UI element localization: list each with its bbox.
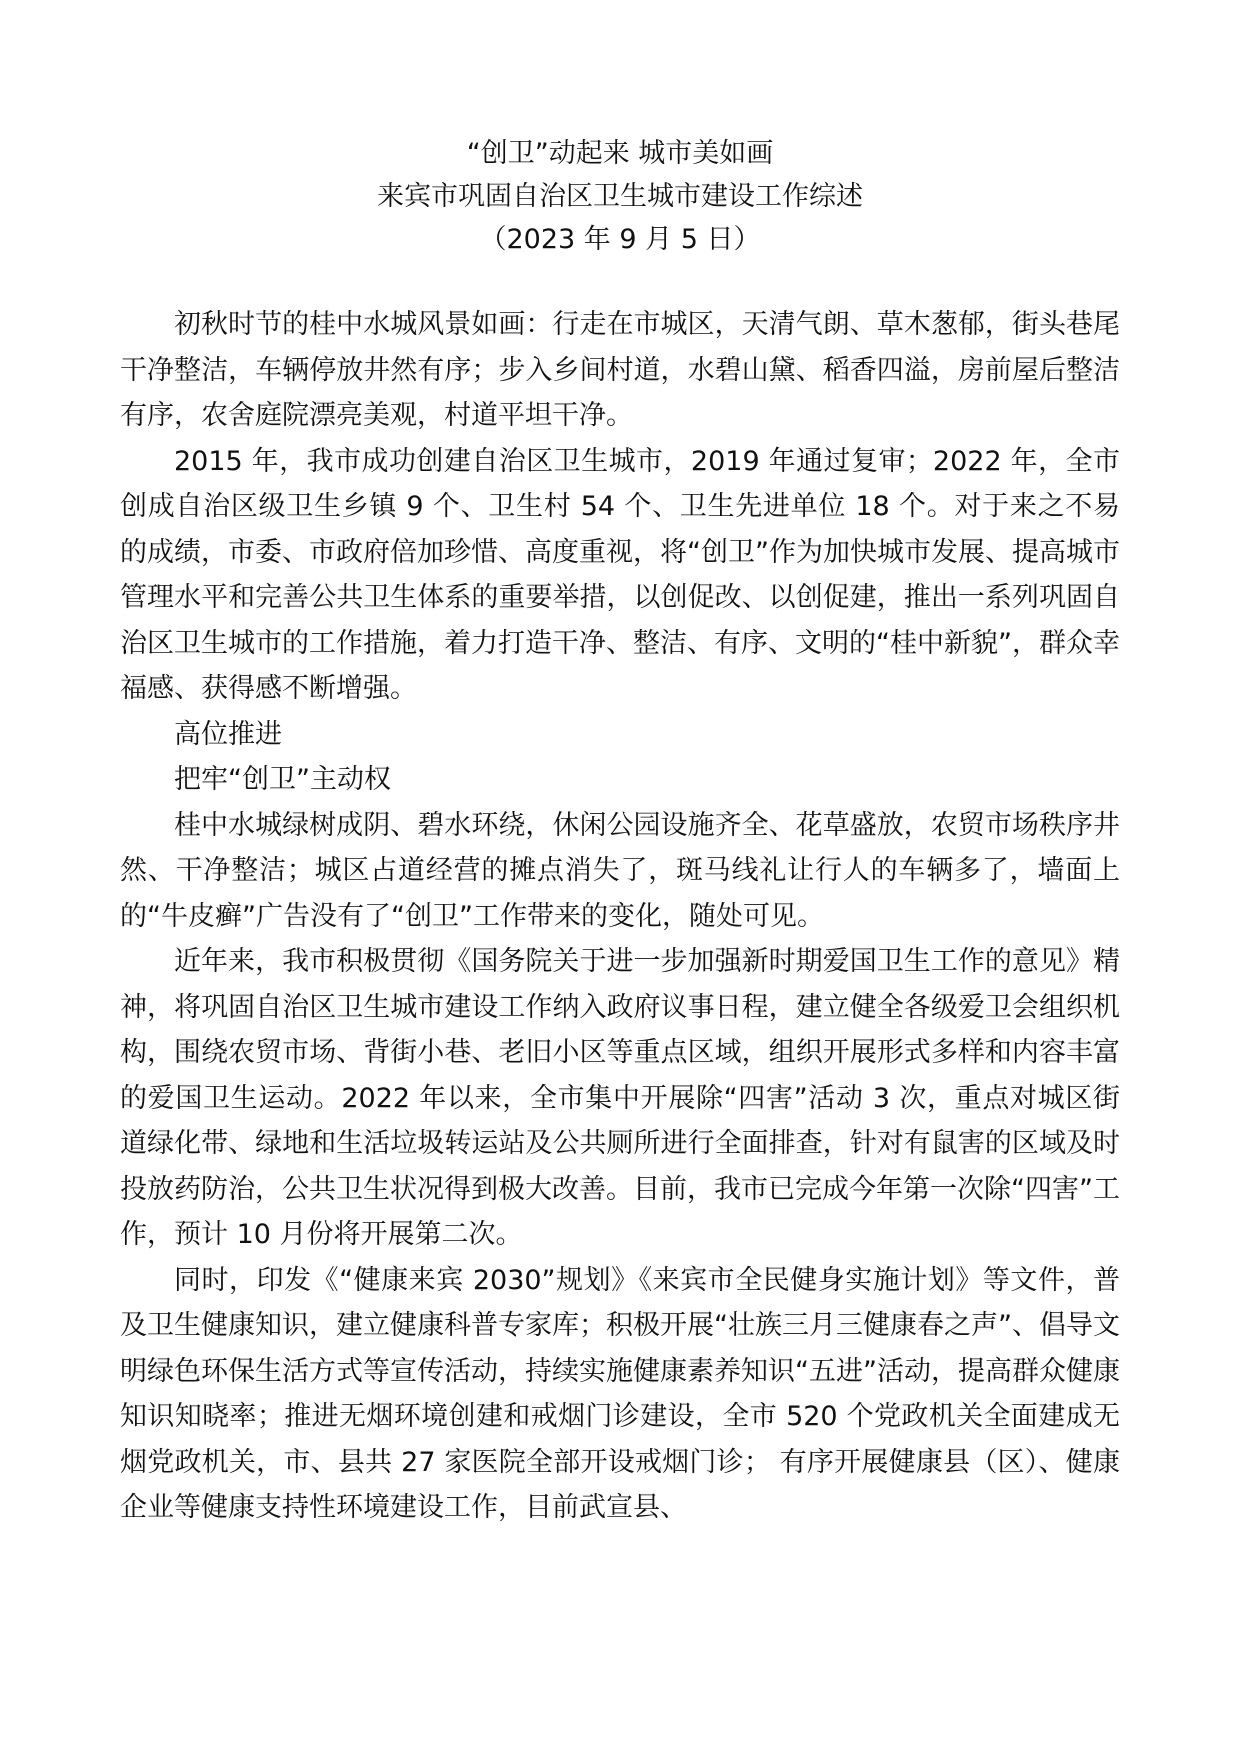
document-date: （2023 年 9 月 5 日）: [479, 224, 761, 255]
section-subheading: 把牢“创卫”主动权: [174, 764, 391, 795]
paragraph-measures: 近年来，我市积极贯彻《国务院关于进一步加强新时期爱国卫生工作的意见》精神，将巩固自治区卫生城市建设工作纳入政府议事日程，建立健全各级爱卫会组织机构，围绕农贸市场、背街小巷、老旧小区等重点区域，组织开展形式多样和内容丰富的爱国卫生运动。2022 年以来，全市集中开展除“四害”活动 3 次，重点对城区街道绿化带、绿地和生活垃圾转运站及公共厕所进行全面排查，针对有鼠害的区域及时投放药防治，公共卫生状况得到极大改善。目前，我市已完成今年第一次除“四害”工作，预计 10 月份将开展第二次。: [120, 946, 1120, 1250]
document-body: [120, 302, 1120, 1531]
paragraph-achievements: 2015 年，我市成功创建自治区卫生城市，2019 年通过复审；2022 年，全市创成自治区级卫生乡镇 9 个、卫生村 54 个、卫生先进单位 18 个。对于来之不易的成绩，市委、市政府倍加珍惜、高度重视，将“创卫”作为加快城市发展、提高城市管理水平和完善公共卫生体系的重要举措，以创促改、以创促建，推出一系列巩固自治区卫生城市的工作措施，着力打造干净、整洁、有序、文明的“桂中新貌”，群众幸福感、获得感不断增强。: [120, 445, 1120, 704]
subtitle: 来宾市巩固自治区卫生城市建设工作综述: [377, 181, 863, 212]
main-title: “创卫”动起来 城市美如画: [466, 138, 774, 169]
section-heading: 高位推进: [174, 718, 282, 750]
paragraph-city-changes: 桂中水城绿树成阴、碧水环绕，休闲公园设施齐全、花草盛放，农贸市场秩序井然、干净整洁；城区占道经营的摊点消失了，斑马线礼让行人的车辆多了，墙面上的“牛皮癣”广告没有了“创卫”工作带来的变化，随处可见。: [120, 809, 1120, 932]
document-title: [0, 132, 1240, 261]
paragraph-intro: 初秋时节的桂中水城风景如画：行走在市城区，天清气朗、草木葱郁，街头巷尾干净整洁，车辆停放井然有序；步入乡间村道，水碧山黛、稻香四溢，房前屋后整洁有序，农舍庭院漂亮美观，村道平坦干净。: [120, 309, 1120, 431]
paragraph-health-promotion: 同时，印发《“健康来宾 2030”规划》《来宾市全民健身实施计划》等文件，普及卫生健康知识，建立健康科普专家库；积极开展“壮族三月三健康春之声”、倡导文明绿色环保生活方式等宣传活动，持续实施健康素养知识“五进”活动，提高群众健康知识知晓率；推进无烟环境创建和戒烟门诊建设，全市 520 个党政机关全面建成无烟党政机关，市、县共 27 家医院全部开设戒烟门诊； 有序开展健康县（区）、健康企业等健康支持性环境建设工作，目前武宣县、: [120, 1264, 1120, 1523]
